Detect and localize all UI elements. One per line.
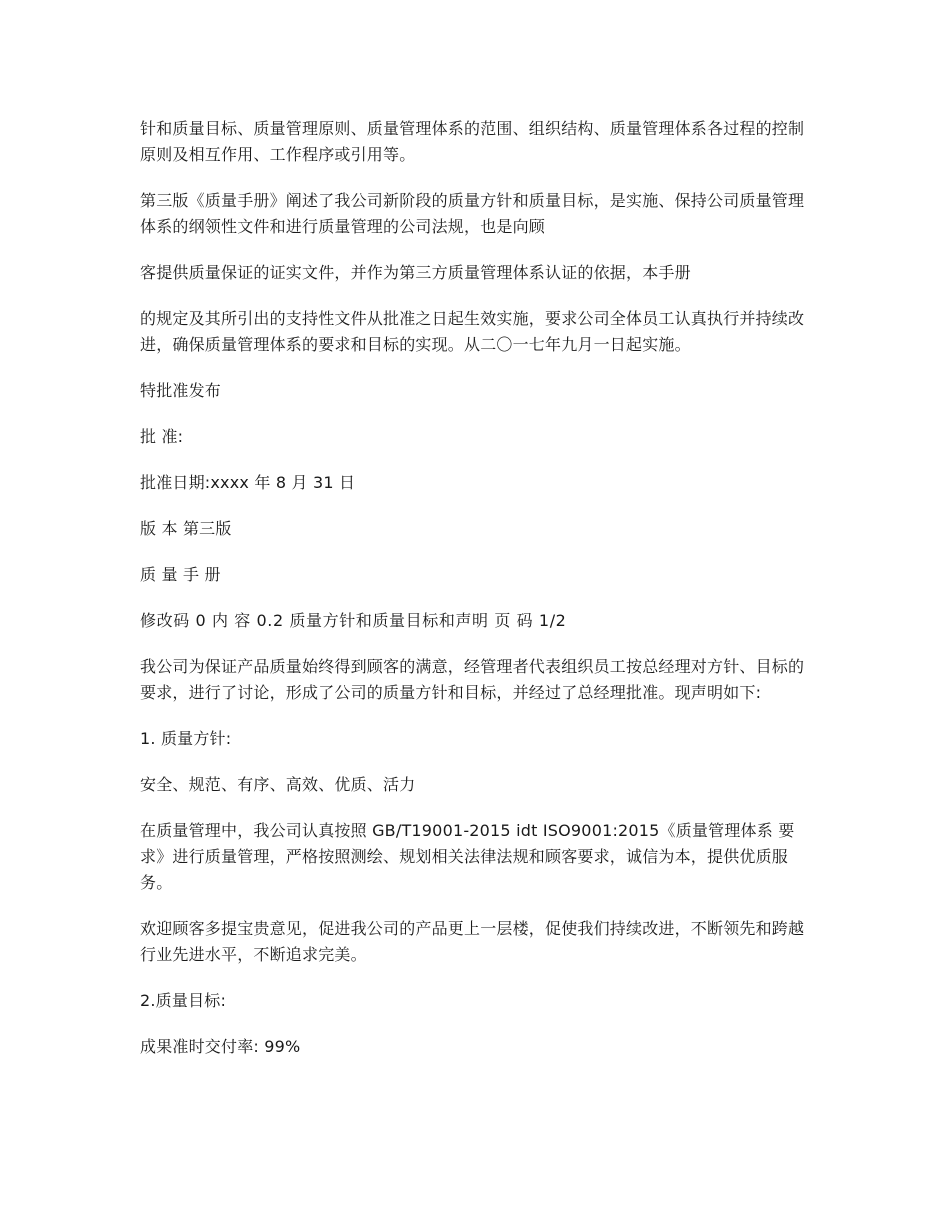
paragraph-third-edition-intro: 第三版《质量手册》阐述了我公司新阶段的质量方针和质量目标，是实施、保持公司质量管理体系的纲领性文件和进行质量管理的公司法规，也是向顾 [140, 191, 805, 236]
paragraph-customer-feedback: 欢迎顾客多提宝贵意见，促进我公司的产品更上一层楼，促使我们持续改进，不断领先和跨越行业先进水平，不断追求完美。 [140, 919, 805, 964]
quality-objective-delivery-rate: 成果准时交付率: 99% [140, 1037, 301, 1056]
section-quality-objectives-heading: 2.质量目标: [140, 991, 227, 1010]
section-quality-policy-heading: 1. 质量方针: [140, 729, 232, 748]
manual-title: 质 量 手 册 [140, 565, 221, 584]
approval-date-field: 批准日期:xxxx 年 8 月 31 日 [140, 473, 356, 492]
paragraph-quality-assurance: 客提供质量保证的证实文件，并作为第三方质量管理体系认证的依据，本手册 [140, 263, 691, 282]
revision-info-line: 修改码 0 内 容 0.2 质量方针和质量目标和声明 页 码 1/2 [140, 611, 567, 630]
quality-policy-statement: 安全、规范、有序、高效、优质、活力 [140, 775, 416, 794]
paragraph-policy-scope: 针和质量目标、质量管理原则、质量管理体系的范围、组织结构、质量管理体系各过程的控制原则及相互作用、工作程序或引用等。 [140, 119, 805, 164]
document-body [140, 116, 810, 1080]
paragraph-declaration: 我公司为保证产品质量始终得到顾客的满意，经管理者代表组织员工按总经理对方针、目标的要求，进行了讨论，形成了公司的质量方针和目标，并经过了总经理批准。现声明如下: [140, 657, 805, 702]
paragraph-approval-release: 特批准发布 [140, 381, 222, 400]
version-field: 版 本 第三版 [140, 519, 232, 538]
paragraph-quality-management-standard: 在质量管理中，我公司认真按照 GB/T19001-2015 idt ISO9001:2015《质量管理体系 要求》进行质量管理，严格按照测绘、规划相关法律法规和顾客要求，诚信为本，提供优质服务。 [140, 821, 795, 892]
approval-field: 批 准: [140, 427, 184, 446]
paragraph-effective-date: 的规定及其所引出的支持性文件从批准之日起生效实施，要求公司全体员工认真执行并持续改进，确保质量管理体系的要求和目标的实现。从二〇一七年九月一日起实施。 [140, 309, 805, 354]
